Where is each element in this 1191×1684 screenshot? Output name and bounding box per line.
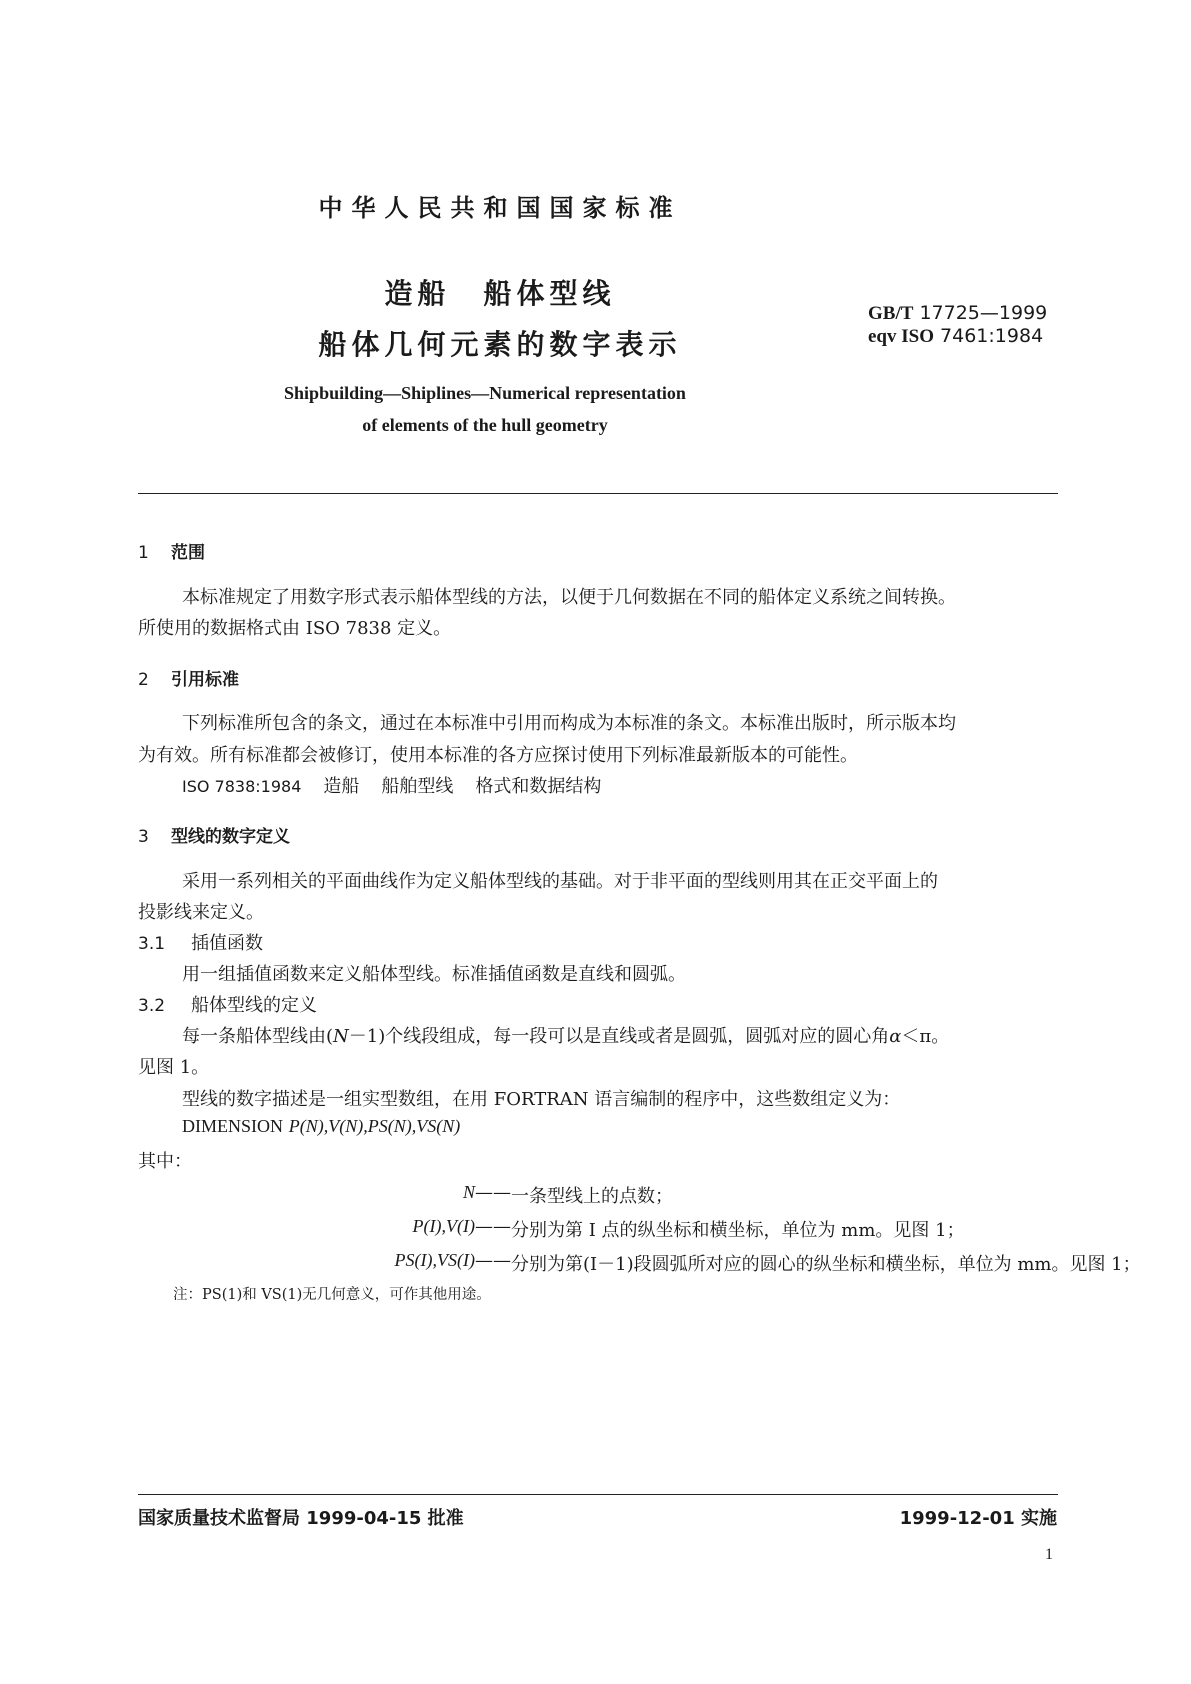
- section-2-title: 引用标准: [171, 670, 239, 690]
- equivalent-code: [868, 325, 1043, 348]
- term-1-symbol: N: [462, 1182, 475, 1202]
- dimension-keyword: DIMENSION: [182, 1116, 283, 1136]
- variable-n: N: [333, 1026, 349, 1047]
- standard-code-prefix: GB/T: [868, 303, 914, 324]
- section-2-para-line1: 下列标准所包含的条文，通过在本标准中引用而构成为本标准的条文。本标准出版时，所示版本均: [182, 713, 956, 734]
- page-number: 1: [1045, 1546, 1053, 1563]
- subsection-3-2-number: 3.2: [138, 996, 166, 1016]
- where-label: 其中：: [138, 1151, 192, 1172]
- title-en-line1: Shipbuilding—Shiplines—Numerical representation: [284, 383, 686, 403]
- title-cn-line2: 船体几何元素的数字表示: [318, 328, 682, 361]
- dimension-statement: [182, 1116, 460, 1137]
- variable-alpha: α: [889, 1026, 902, 1047]
- subsection-3-2-line1-a: 每一条船体型线由(: [182, 1026, 334, 1047]
- approval-info: 国家质量技术监督局 1999-04-15 批准: [138, 1508, 464, 1529]
- note: 注：PS(1)和 VS(1)无几何意义，可作其他用途。: [173, 1287, 491, 1303]
- section-3-number: 3: [138, 827, 149, 847]
- section-2-para-line2: 为有效。所有标准都会被修订，使用本标准的各方应探讨使用下列标准最新版本的可能性。: [138, 745, 858, 766]
- subsection-3-1-number: 3.1: [138, 934, 166, 954]
- footer-divider: [138, 1494, 1058, 1495]
- section-1-title: 范围: [171, 543, 205, 563]
- implementation-date: 1999-12-01 实施: [899, 1508, 1057, 1529]
- title-cn-line1: 造船 船体型线: [384, 277, 616, 310]
- reference-entry: [182, 772, 601, 798]
- reference-part2: 船舶型线: [381, 776, 454, 797]
- subsection-3-1-title: 插值函数: [191, 933, 263, 954]
- national-standard-heading: 中华人民共和国国家标准: [318, 194, 682, 222]
- subsection-3-2-heading: [138, 991, 317, 1017]
- standard-code-number: 17725—1999: [919, 302, 1048, 324]
- subsection-3-1-heading: [138, 929, 263, 955]
- reference-part1: 造船: [323, 776, 360, 797]
- subsection-3-2-line1-b: －1)个线段组成，每一段可以是直线或者是圆弧，圆弧对应的圆心角: [348, 1026, 890, 1047]
- section-3-para-line2: 投影线来定义。: [138, 902, 264, 923]
- title-en-line2: of elements of the hull geometry: [362, 415, 608, 435]
- equivalent-code-number: 7461:1984: [940, 325, 1044, 347]
- section-1-para-line1: 本标准规定了用数字形式表示船体型线的方法，以便于几何数据在不同的船体定义系统之间转换。: [182, 587, 956, 608]
- dimension-arguments: P(N),V(N),PS(N),VS(N): [288, 1116, 461, 1136]
- term-3-symbol-wrap: [395, 1250, 511, 1271]
- subsection-3-2-line2: 见图 1。: [138, 1057, 210, 1078]
- section-3-title: 型线的数字定义: [171, 827, 290, 847]
- header-divider: [138, 493, 1058, 494]
- term-1-desc: 一条型线上的点数；: [511, 1186, 673, 1207]
- section-2-number: 2: [138, 670, 149, 690]
- section-2-heading: [138, 665, 239, 690]
- standard-code: [868, 302, 1047, 325]
- term-1-symbol-wrap: [463, 1182, 511, 1203]
- term-2-desc: 分别为第 I 点的纵坐标和横坐标，单位为 mm。见图 1；: [511, 1220, 965, 1241]
- reference-part3: 格式和数据结构: [475, 776, 602, 797]
- term-2-dash: ——: [475, 1216, 511, 1237]
- reference-code: ISO 7838:1984: [182, 777, 302, 796]
- subsection-3-2-line3: 型线的数字描述是一组实型数组，在用 FORTRAN 语言编制的程序中，这些数组定义为：: [182, 1089, 901, 1110]
- term-2-symbol-wrap: [413, 1216, 511, 1237]
- term-3-desc: 分别为第(I－1)段圆弧所对应的圆心的纵坐标和横坐标，单位为 mm。见图 1；: [511, 1254, 1141, 1275]
- section-1-number: 1: [138, 543, 149, 563]
- term-1-dash: ——: [475, 1182, 511, 1203]
- subsection-3-2-title: 船体型线的定义: [191, 995, 317, 1016]
- section-1-para-line2: 所使用的数据格式由 ISO 7838 定义。: [138, 618, 452, 639]
- section-3-para-line1: 采用一系列相关的平面曲线作为定义船体型线的基础。对于非平面的型线则用其在正交平面上的: [182, 871, 938, 892]
- subsection-3-1-text: 用一组插值函数来定义船体型线。标准插值函数是直线和圆弧。: [182, 964, 686, 985]
- term-3-symbol: PS(I),VS(I): [394, 1250, 475, 1270]
- section-3-heading: [138, 822, 290, 847]
- subsection-3-2-line1-c: ＜π。: [901, 1026, 950, 1047]
- equivalent-code-prefix: eqv ISO: [868, 326, 934, 347]
- subsection-3-2-line1: [182, 1022, 949, 1048]
- section-1-heading: [138, 538, 205, 563]
- term-3-dash: ——: [475, 1250, 511, 1271]
- term-2-symbol: P(I),V(I): [412, 1216, 475, 1236]
